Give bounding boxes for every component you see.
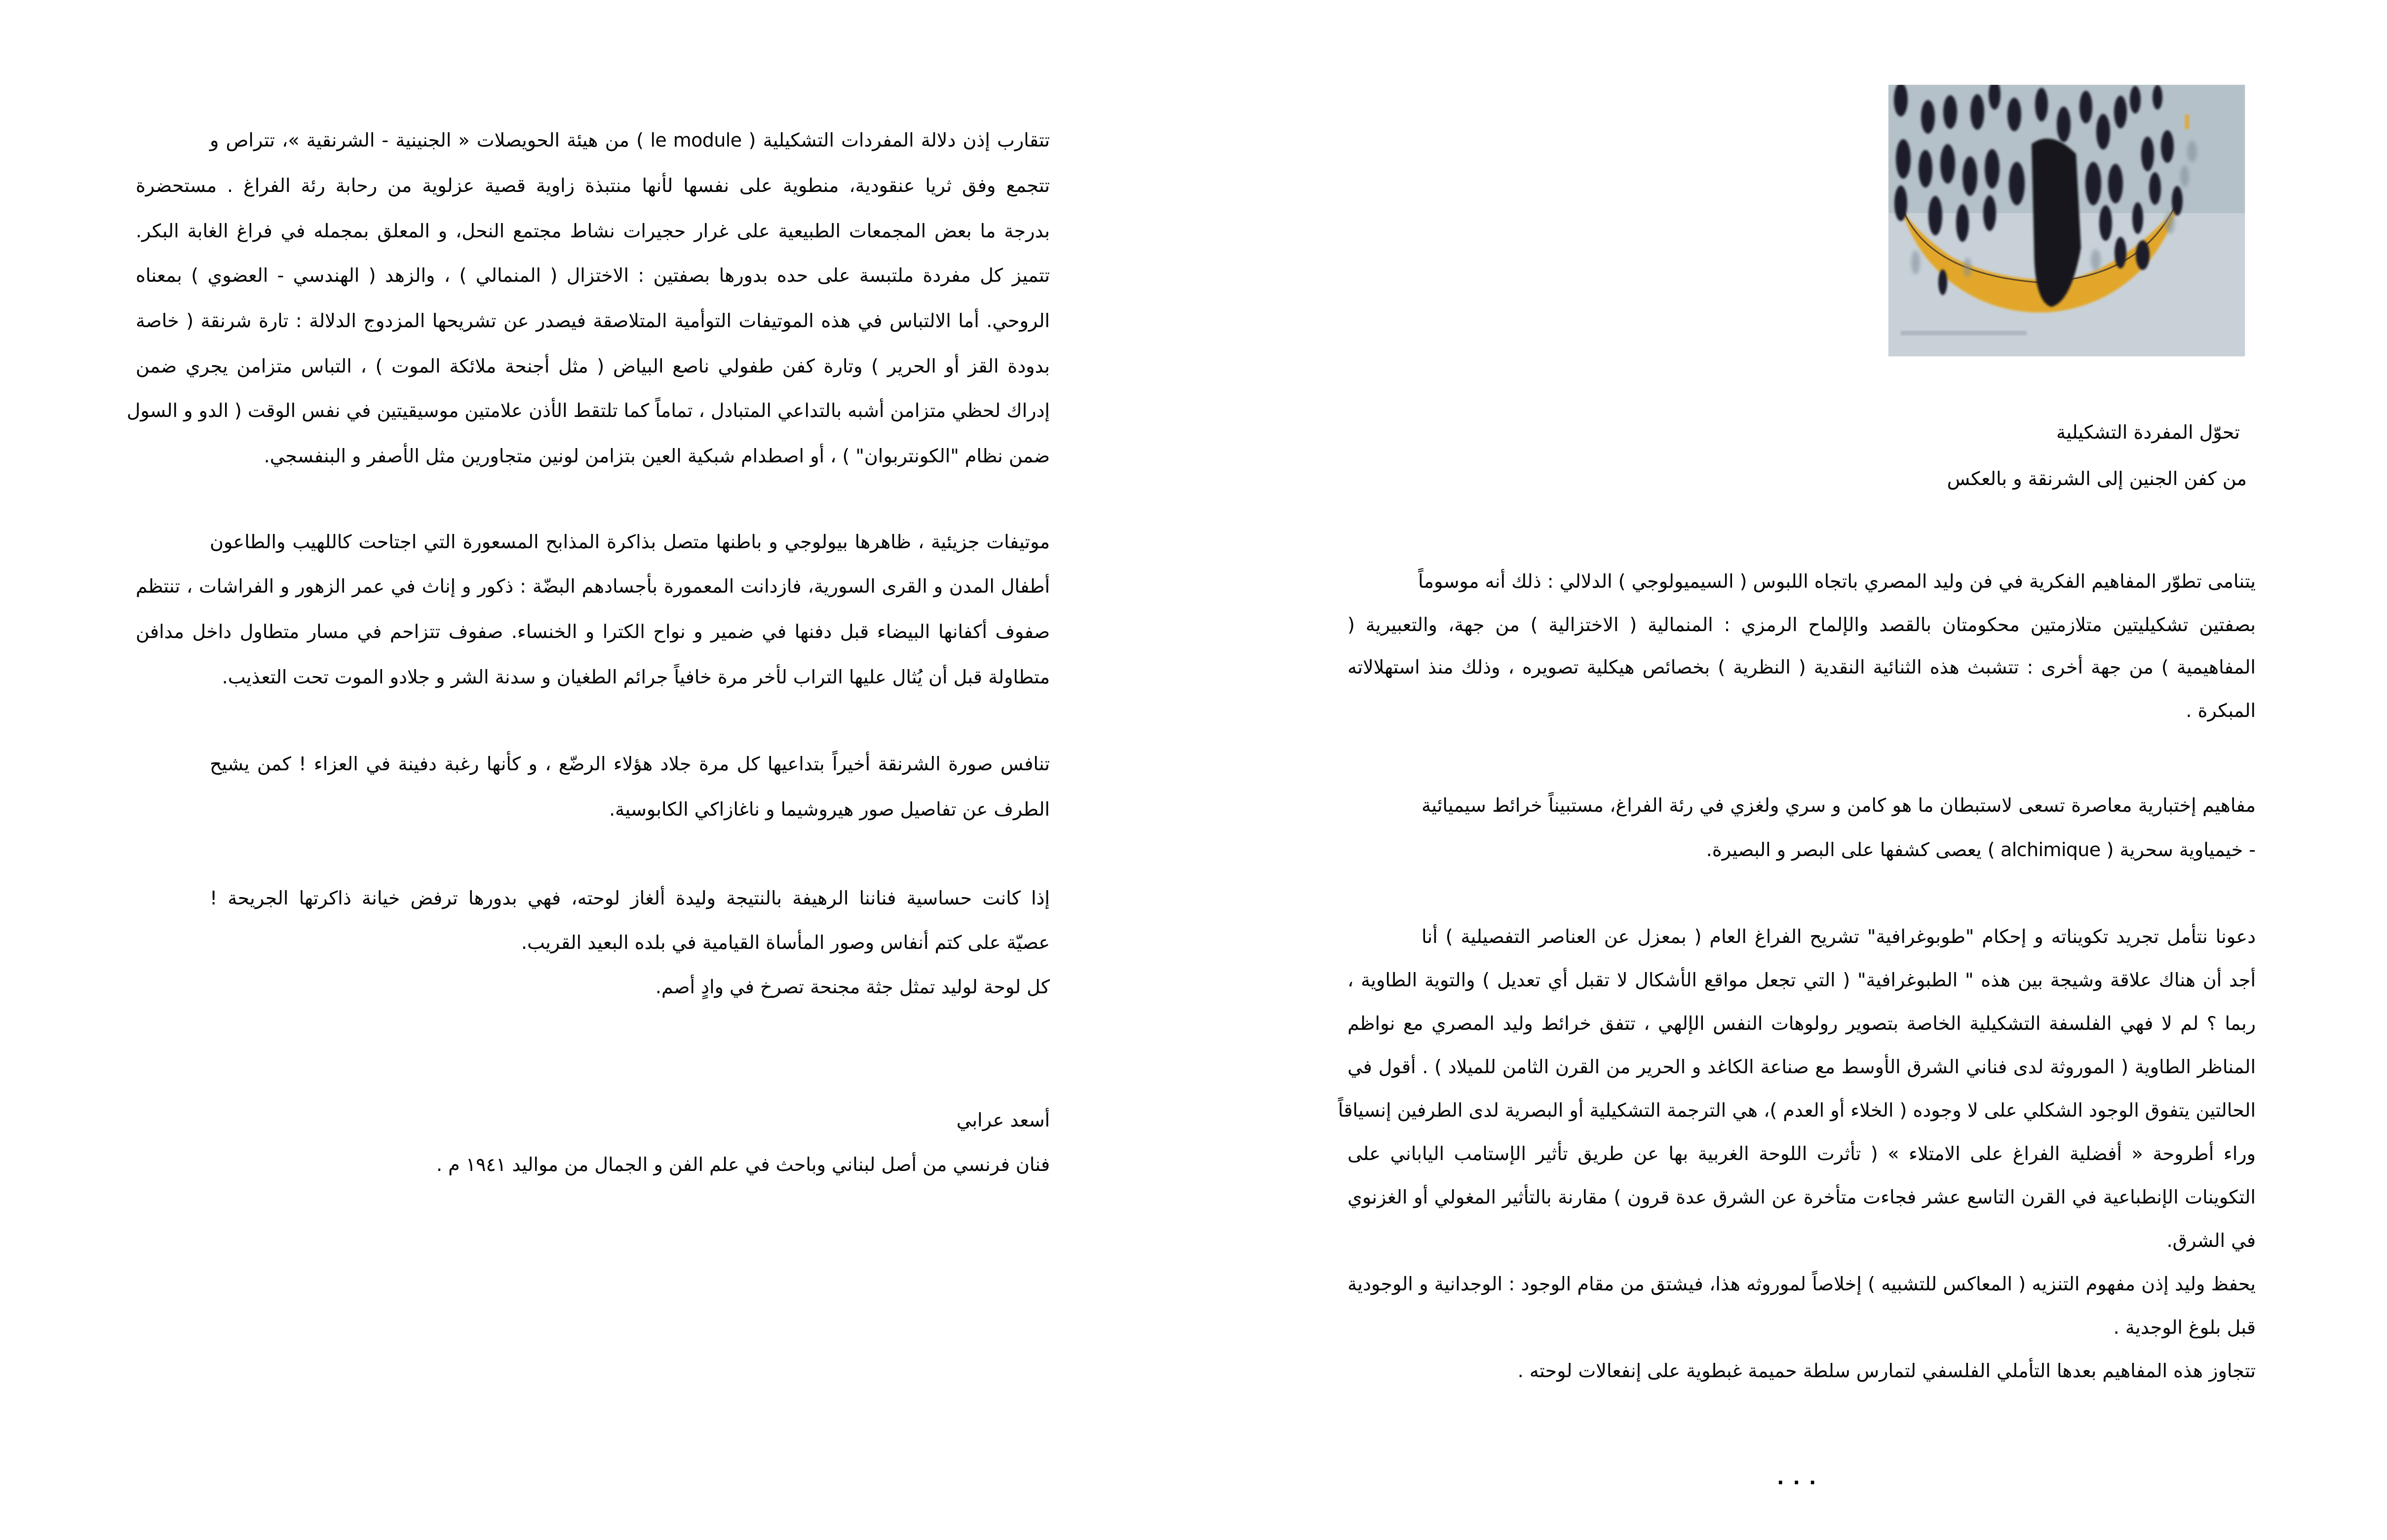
abstract-painting-graphic: [1888, 85, 2245, 356]
paragraph-line: بدودة القز أو الحرير ) وتارة كفن طفولي ناصع البياض ( مثل أجنحة ملائكة الموت ) ، التباس متزامن يجري ضمن: [136, 355, 1050, 377]
paragraph-line: أجد أن هناك علاقة وشيجة بين هذه " الطبوغرافية" ( التي تجعل مواقع الأشكال لا تقبل أي تعديل ) والتوية الطاوية ،: [1348, 969, 2256, 991]
paragraph-line: ربما ؟ لم لا فهي الفلسفة التشكيلية الخاصة بتصوير رولوهات النفس الإلهي ، تتفق خرائط وليد المصري مع نواظم: [1348, 1013, 2256, 1034]
author-bio: فنان فرنسي من أصل لبناني وباحث في علم الفن و الجمال من مواليد ١٩٤١ م .: [436, 1154, 1050, 1175]
paragraph-line: تنافس صورة الشرنقة أخيراً بتداعيها كل مرة جلاد هؤلاء الرضّع ، و كأنها رغبة دفينة في العزاء ! كمن يشيح: [210, 753, 1050, 775]
author-name: أسعد عرابي: [956, 1109, 1050, 1131]
article-title: تحوّل المفردة التشكيلية: [2056, 421, 2240, 443]
paragraph-line: عصيّة على كتم أنفاس وصور المأساة القيامية في بلده البعيد القريب.: [521, 932, 1050, 953]
paragraph-line: وراء أطروحة « أفضلية الفراغ على الامتلاء » ( تأثرت اللوحة الغربية بها عن طريق تأثير الإستامب الياباني على: [1348, 1143, 2256, 1164]
paragraph-line: دعونا نتأمل تجريد تكويناته و إحكام "طوبوغرافية" تشريح الفراغ العام ( بمعزل عن العناصر التفصيلية ) أنا: [1422, 926, 2256, 947]
paragraph-line: - خيمياوية سحرية ( alchimique ) يعصى كشفها على البصر و البصيرة.: [1706, 839, 2256, 861]
right-page: [1194, 0, 2387, 1540]
paragraph-line: بصفتين تشكيليتين متلازمتين محكومتان بالقصد والإلماح الرمزي : المنمالية ( الاختزالية ) من جهة، والتعبيرية (: [1348, 614, 2256, 636]
paragraph-line: في الشرق.: [2166, 1230, 2256, 1251]
paragraph-line: تتجمع وفق ثريا عنقودية، منطوية على نفسها لأنها منتبذة زاوية قصية عزلوية من رحابة رئة الفراغ . مستحضرة: [136, 175, 1050, 196]
paragraph-line: الحالتين يتفوق الوجود الشكلي على لا وجوده ( الخلاء أو العدم )، هي الترجمة التشكيلية أو البصرية لدى الطرفين إنسياقاً: [1338, 1099, 2256, 1121]
paragraph-line: بدرجة ما بعض المجمعات الطبيعية على غرار حجيرات نشاط مجتمع النحل، و المعلق بمجمله في فراغ الغابة البكر.: [136, 220, 1050, 242]
paragraph-line: متطاولة قبل أن يُثال عليها التراب لأخر مرة خافياً جرائم الطغيان و سدنة الشر و جلادو الموت تحت التعذيب.: [222, 666, 1050, 688]
paragraph-line: التكوينات الإنطباعية في القرن التاسع عشر فجاءت متأخرة عن الشرق عدة قرون ) مقارنة بالتأثير المغولي أو الغزنوي: [1348, 1186, 2256, 1208]
paragraph-line: إذا كانت حساسية فناننا الرهيفة بالنتيجة وليدة ألغاز لوحته، فهي بدورها ترفض خيانة ذاكرتها الجريحة !: [210, 887, 1050, 909]
paragraph-line: ضمن نظام "الكونتربوان" ) ، أو اصطدام شبكية العين بتزامن لونين متجاورين مثل الأصفر و البنفسجي.: [264, 445, 1050, 467]
paragraph-line: مفاهيم إختبارية معاصرة تسعى لاستبطان ما هو كامن و سري ولغزي في رئة الفراغ، مستبيناً خرائط سيميائية: [1422, 794, 2256, 816]
painting-image: [1888, 85, 2245, 356]
paragraph-line: كل لوحة لوليد تمثل جثة مجنحة تصرخ في وادٍ أصم.: [655, 976, 1050, 998]
paragraph-line: أطفال المدن و القرى السورية، فازدانت المعمورة بأجسادهم البضّة : ذكور و إناث في عمر الزهور و الفراشات ، تنتظم: [136, 575, 1050, 597]
paragraph-line: تتجاوز هذه المفاهيم بعدها التأملي الفلسفي لتمارس سلطة حميمة غبطوية على إنفعالات لوحته .: [1517, 1360, 2256, 1382]
continuation-ellipsis: ...: [1777, 1467, 1825, 1489]
paragraph-line: الروحي. أما الالتباس في هذه الموتيفات التوأمية المتلاصقة فيصدر عن تشريحها المزدوج الدلالة : تارة شرنقة ( خاصة: [136, 310, 1050, 332]
paragraph-line: إدراك لحظي متزامن أشبه بالتداعي المتبادل ، تماماً كما تلتقط الأذن علامتين موسيقيتين في نفس الوقت ( الدو و السول: [126, 400, 1050, 421]
paragraph-line: صفوف أكفانها البيضاء قبل دفنها في ضمير و نواح الكترا و الخنساء. صفوف تتزاحم في مسار متطاول داخل مدافن: [136, 621, 1050, 642]
paragraph-line: تتميز كل مفردة ملتبسة على حده بدورها بصفتين : الاختزال ( المنمالي ) ، والزهد ( الهندسي - العضوي ) بمعناه: [136, 264, 1050, 286]
paragraph-line: الطرف عن تفاصيل صور هيروشيما و ناغازاكي الكابوسية.: [609, 798, 1050, 820]
article-subtitle: من كفن الجنين إلى الشرنقة و بالعكس: [1947, 468, 2247, 489]
paragraph-line: يتنامى تطوّر المفاهيم الفكرية في فن وليد المصري باتجاه اللبوس ( السيميولوجي ) الدلالي : ذلك أنه موسوماً: [1418, 570, 2256, 592]
paragraph-line: تتقارب إذن دلالة المفردات التشكيلية ( le module ) من هيئة الحويصلات « الجنينية - الشرنقية »، تتراص و: [210, 129, 1050, 151]
paragraph-line: موتيفات جزيئية ، ظاهرها بيولوجي و باطنها متصل بذاكرة المذابح المسعورة التي اجتاحت كاللهيب والطاعون: [210, 531, 1050, 553]
paragraph-line: المفاهيمية ) من جهة أخرى : تتشبث هذه الثنائية النقدية ( النظرية ) بخصائص هيكلية تصويره ، وذلك منذ استهلالاته: [1348, 656, 2256, 678]
paragraph-line: المبكرة .: [2186, 700, 2256, 721]
paragraph-line: قبل بلوغ الوجدية .: [2113, 1316, 2256, 1338]
paragraph-line: المناظر الطاوية ( الموروثة لدى فناني الشرق الأوسط مع صناعة الكاغد و الحرير من القرن الثامن للميلاد ) . أقول في: [1348, 1056, 2256, 1078]
paragraph-line: يحفظ وليد إذن مفهوم التنزيه ( المعاكس للتشبيه ) إخلاصاً لموروثه هذا، فيشتق من مقام الوجود : الوجدانية و الوجودية: [1348, 1273, 2256, 1295]
